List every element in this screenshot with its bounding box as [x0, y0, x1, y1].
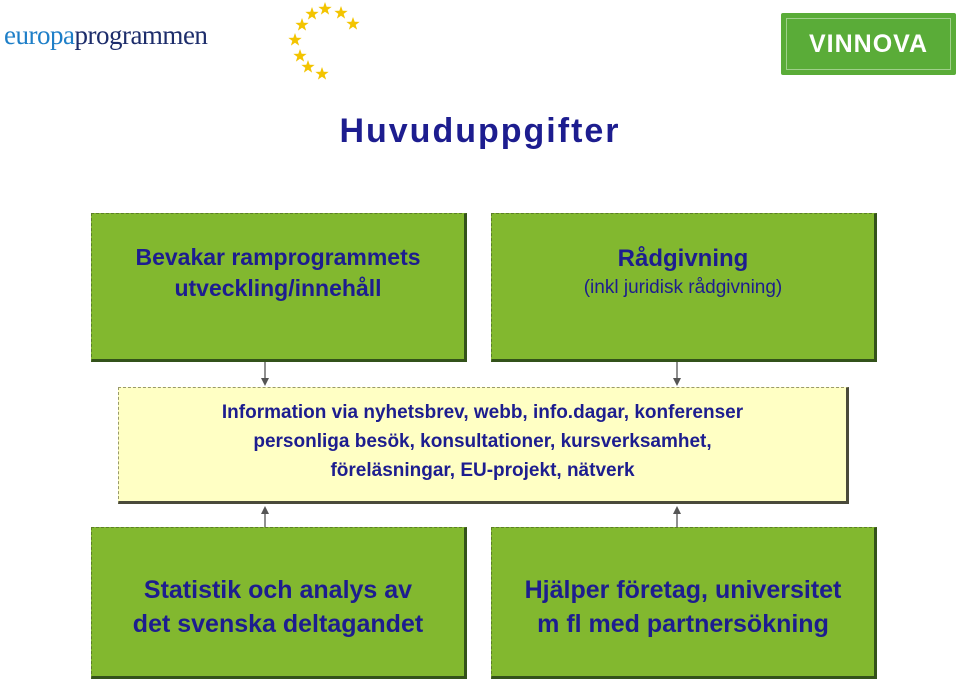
box-advice-subtitle: (inkl juridisk rådgivning) — [583, 277, 783, 298]
box-advice-title: Rådgivning — [617, 245, 749, 272]
eu-stars-icon — [275, 0, 370, 85]
europaprogrammen-logo — [4, 22, 207, 49]
box-partner-line-1: Hjälper företag, universitet — [524, 576, 842, 604]
box-information-line-2: personliga besök, konsultationer, kursverksamhet, — [253, 431, 712, 452]
box-partner-line-2: m fl med partnersökning — [537, 610, 829, 638]
box-statistics — [91, 527, 467, 679]
box-monitoring-line-1: Bevakar ramprogrammets — [135, 243, 421, 270]
box-monitoring-line-2: utveckling/innehåll — [174, 274, 382, 301]
box-information — [118, 387, 849, 504]
logo-part-europa: europa — [4, 20, 75, 50]
box-statistics-line-2: det svenska deltagandet — [132, 610, 424, 638]
box-monitoring — [91, 213, 467, 362]
box-advice — [491, 213, 877, 362]
page-title: Huvuduppgifter — [339, 112, 621, 150]
vinnova-logo-text: VINNOVA — [786, 18, 951, 70]
box-partner — [491, 527, 877, 679]
vinnova-logo — [781, 13, 956, 75]
box-information-line-3: föreläsningar, EU-projekt, nätverk — [330, 460, 635, 481]
box-information-line-1: Information via nyhetsbrev, webb, info.dagar, konferenser — [221, 402, 744, 423]
box-statistics-line-1: Statistik och analys av — [143, 576, 413, 604]
logo-part-programmen: programmen — [74, 20, 208, 50]
